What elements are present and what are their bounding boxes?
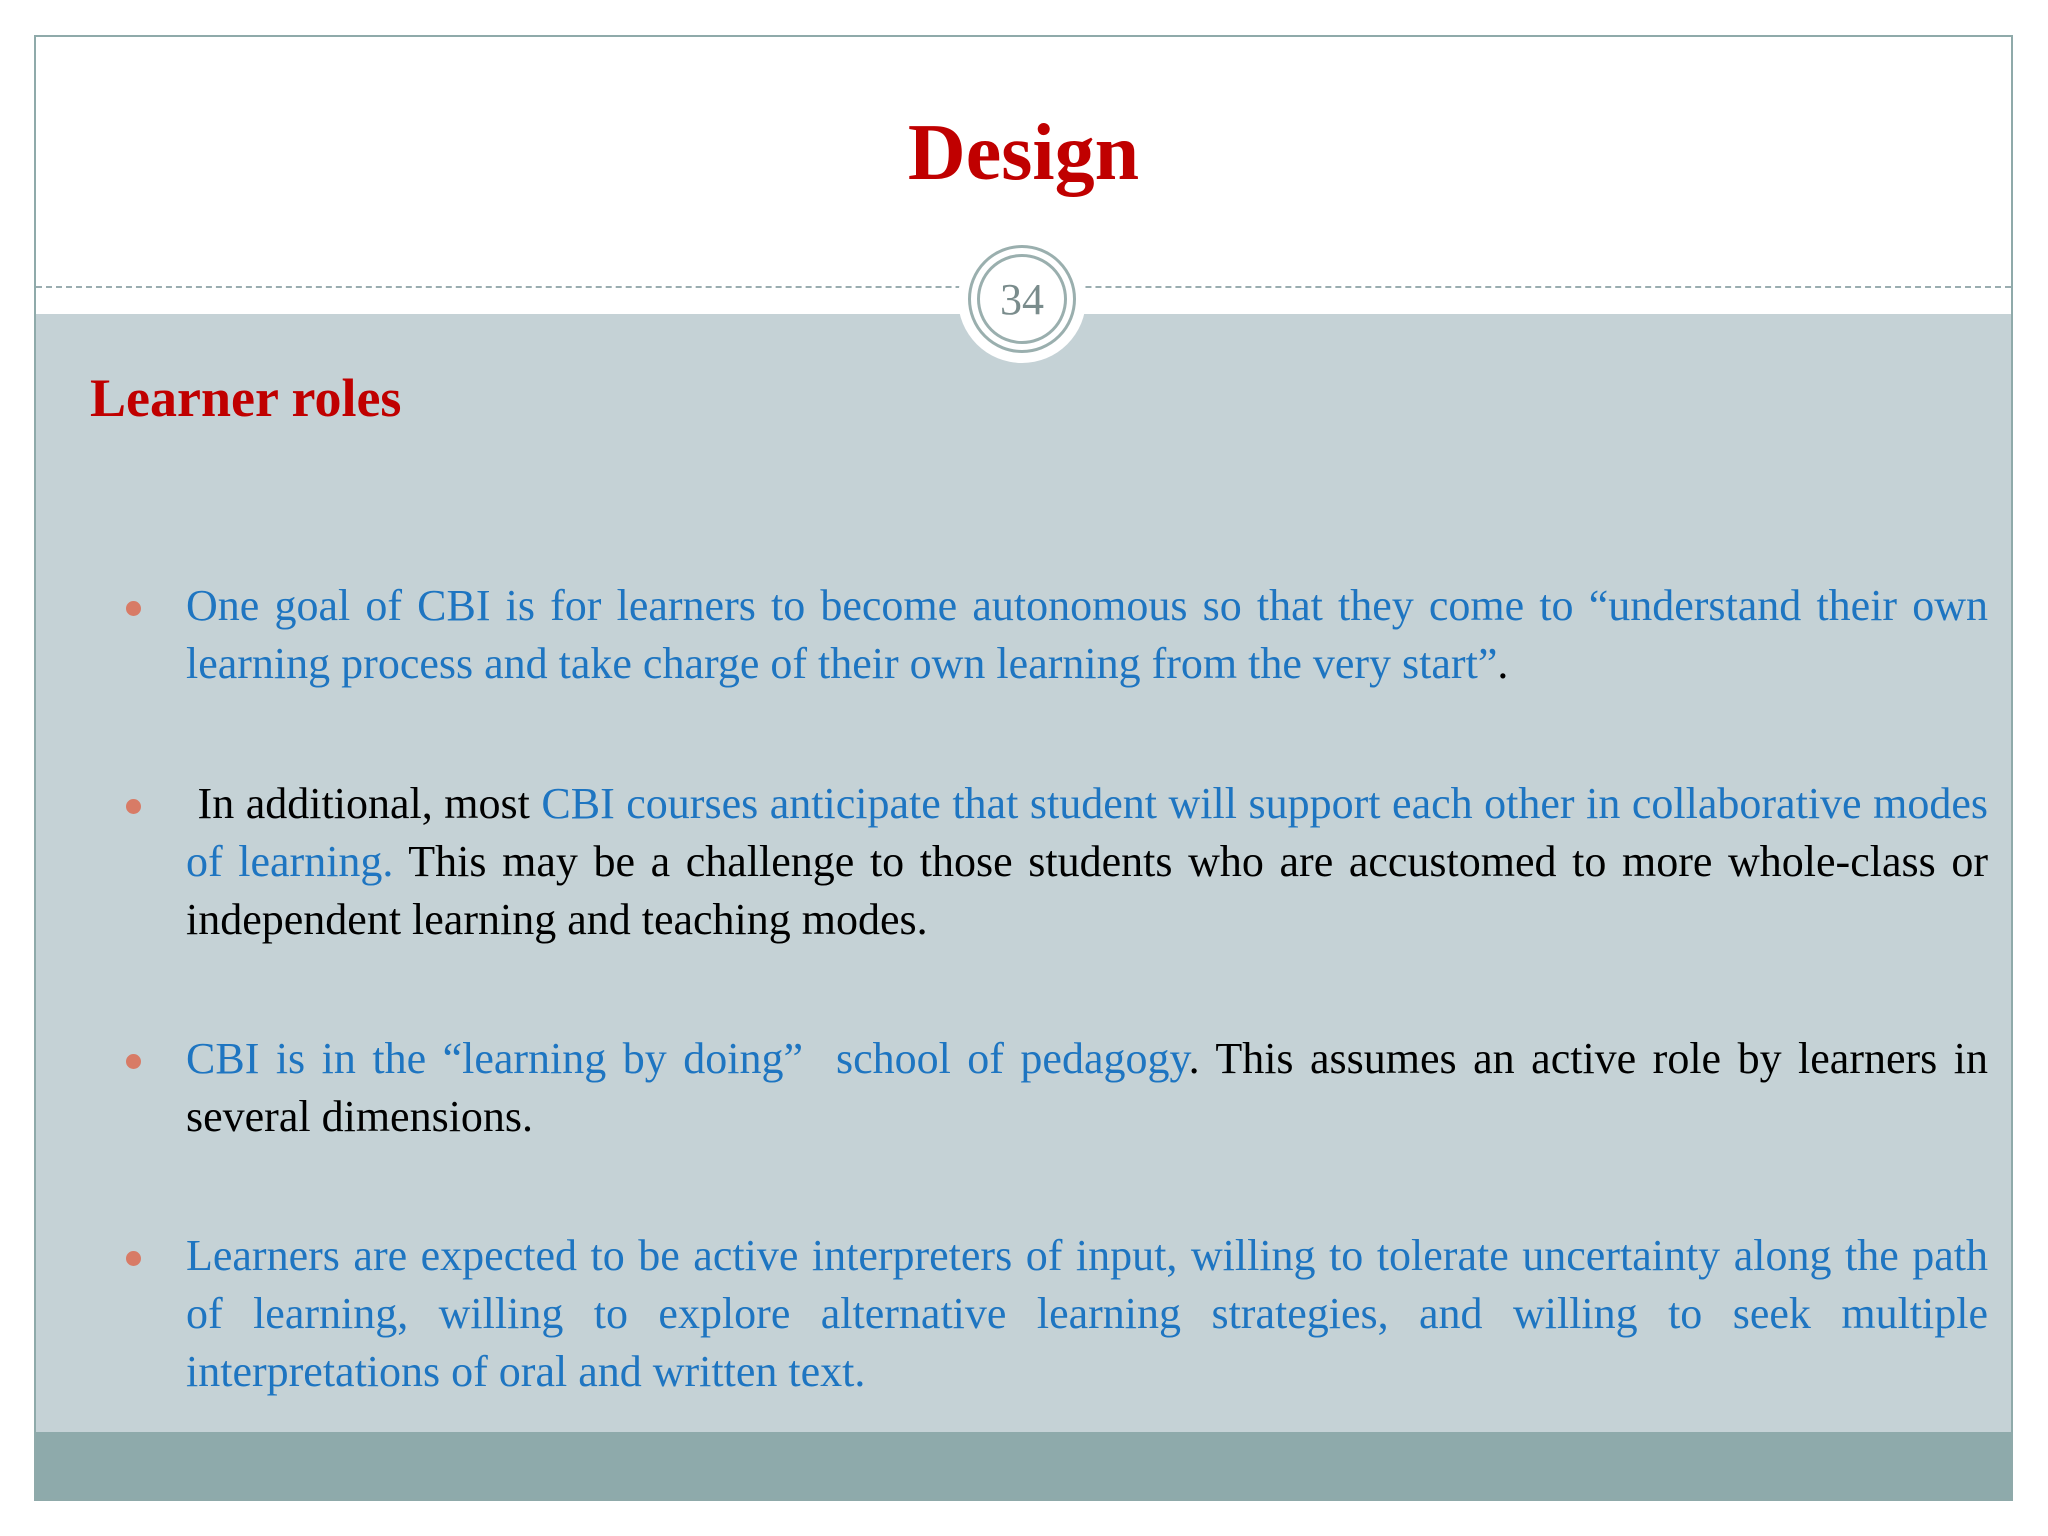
slide [34, 35, 2013, 1501]
bullet-text-plain: In additional, most [186, 779, 542, 828]
bullet-text-highlight: CBI is in the “learning by doing” school of pedagogy [186, 1034, 1189, 1083]
bullet-icon [126, 601, 141, 616]
page-number: 34 [977, 254, 1067, 344]
bullet-icon [126, 1054, 141, 1069]
bullet-text [186, 1227, 1988, 1401]
bullet-icon [126, 799, 141, 814]
bullet-icon [126, 1251, 141, 1266]
bullet-text-highlight: One goal of CBI is for learners to become autonomous so that they come to “understand their own learning process and take charge of their own learning from the very start” [186, 581, 1988, 688]
bullet-text [186, 1030, 1988, 1146]
page-number-ring [968, 245, 1076, 353]
bullet-text-highlight: CBI courses anticipate that student will support each other in collaborative modes of learning. [186, 779, 1988, 886]
bullet-text-plain: . This assumes an active role by learners in several dimensions. [186, 1034, 1988, 1141]
page-number-badge [958, 235, 1086, 363]
bullet-text [186, 577, 1988, 693]
bullet-text-plain: This may be a challenge to those students who are accustomed to more whole-class or independent learning and teaching modes. [186, 837, 1988, 944]
footer-bar [36, 1432, 2011, 1499]
bullet-text [186, 775, 1988, 949]
bullet-text-plain: . [1497, 639, 1509, 688]
bullet-text-highlight: Learners are expected to be active interpreters of input, willing to tolerate uncertainty along the path of learning, willing to explore alternative learning strategies, and willing to seek multiple interpretations of oral and written text. [186, 1231, 1988, 1396]
slide-title: Design [907, 109, 1140, 197]
section-heading: Learner roles [90, 368, 402, 428]
